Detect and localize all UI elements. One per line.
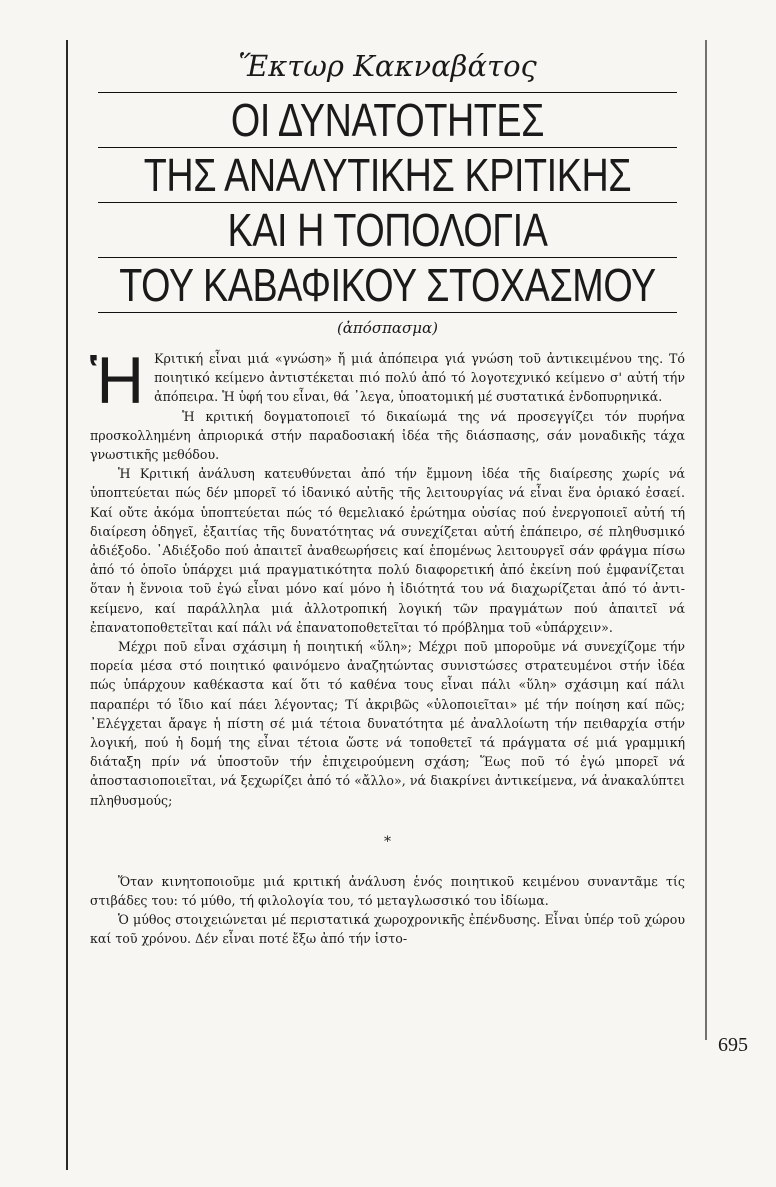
title-line-1: ΟΙ ΔΥΝΑΤΟΤΗΤΕΣ (230, 94, 545, 146)
title-line-4: ΤΟΥ ΚΑΒΑΦΙΚΟΥ ΣΤΟΧΑΣΜΟΥ (119, 259, 656, 311)
paragraph: Ἡ Κριτική ἀνάλυση κατευθύνεται ἀπό τήν ἔμμονη ἰδέα τῆς διαίρεσης χωρίς νά ὑποπτεύεται πώς δέν μπορεῖ τό ἰδανικό αὐτῆς τῆς λειτουργίας νά εἶναι ἕνα ὁριακό ἐσαεί. Καί οὔτε ἀκόμα ὑποπτεύεται πώς τό θεμελιακό ἐρώτημα οὐσίας πού ἐνεργοποιεῖ αὐτή τή διαίρεση ὁδηγεῖ, ἐξαιτίας τῆς δυνατότητας νά συνεχίζεται αὐτή ἐπάπειρο, σέ πληθυσμικό ἀδιέξοδο. ᾽Αδιέξοδο πού ἀπαιτεῖ ἀναθεωρήσεις καί ἑπομένως λειτουργεῖ σάν φράγμα πίσω ἀπό τό ὁποῖο ὑπάρχει μιά πραγματικότητα πολύ διαφορετική ἀπό ἐκείνη πού ἐμφανίζεται ὅταν ἡ ἔννοια τοῦ ἐγώ εἶναι μόνο καί μόνο ἡ ἰδιότητά του νά διαχωρίζεται ἀπό τό ἀντι-κείμενο, καί παράλληλα μιά ἀλλοτροπική λογική τῶν πραγμάτων πού ἀπαιτεῖ νά ἐπανατοποθετεῖται καί πάλι νά ἐπανατοποθετεῖται τό πρόβλημα τοῦ «ὑπάρχειν». (90, 466, 685, 635)
paragraph-text: Κριτική εἶναι μιά «γνώση» ἤ μιά ἀπόπειρα γιά γνώση τοῦ ἀντικειμένου της. Τό ποιητικό κείμενο ἀντιστέκεται πιό πολύ ἀπό τό λογοτεχνικό κείμενο σ' αὐτή τήν ἀπόπειρα. Ἡ ὑφή του εἶναι, θά ᾽λεγα, ὑποατομική μέ συστατικά ἐνδοπυρηνικά. (154, 351, 685, 405)
page-number: 695 (718, 1034, 748, 1056)
title-line-3: ΚΑΙ Η ΤΟΠΟΛΟΓΙΑ (227, 204, 548, 256)
paragraph: Ὅταν κινητοποιοῦμε μιά κριτική ἀνάλυση ἑνός ποιητικοῦ κειμένου συναντᾶμε τίς στιβάδες του: τό μύθο, τή φιλολογία του, τό μεταγλωσσικό του ἰδίωμα. (90, 873, 685, 909)
author-name: Ἕκτωρ Κακναβάτος (238, 49, 537, 83)
paragraph: Ὁ μύθος στοιχειώνεται μέ περιστατικά χωροχρονικῆς ἐπένδυσης. Εἶναι ὑπέρ τοῦ χώρου καί τοῦ χρόνου. Δέν εἶναι ποτέ ἔξω ἀπό τήν ἱστο- (90, 912, 685, 947)
title-line-2: ΤΗΣ ΑΝΑΛΥΤΙΚΗΣ ΚΡΙΤΙΚΗΣ (143, 149, 632, 201)
page-binding-edge (66, 40, 68, 1170)
paragraph: Μέχρι ποῦ εἶναι σχάσιμη ἡ ποιητική «ὕλη»; Μέχρι ποῦ μποροῦμε νά συνεχίζομε τήν πορεία μέσα στό ποιητικό φαινόμενο ἀναζητώντας συνιστώσες στρατευμένοι στήν ἰδέα πώς ὑπάρχουν καθέκαστα καί ὅτι τό καθένα τους εἶναι πάλι «ὕλη» σχάσιμη καί πάλι παραπέρι τό ἴδιο καί πάει λέγοντας; Τί ἀκριβῶς «ὑλοποιεῖται» μέ τήν ποίηση καί πῶς; ᾽Ελέγχεται ἄραγε ἡ πίστη σέ μιά τέτοια δυνατότητα μέ ἀναλλοίωτη τήν πειθαρχία στήν λογική, πού ἡ δομή της εἶναι τέτοια ὥστε νά τοποθετεῖ τά πράγματα σέ μιά γραμμική διάταξη πρίν νά ὑποστοῦν τήν ἐπιχειρούμενη σχάση; Ἕως ποῦ τό ἐγώ μπορεῖ νά ἀποστασιοποιεῖται, νά ξεχωρίζει ἀπό τό «ἄλλο», νά διακρίνει ἀντικείμενα, νά ἀνακαλύπτει πληθυσμούς; (90, 639, 685, 808)
article-body (90, 343, 685, 949)
page-right-edge (705, 40, 707, 1040)
paragraph (90, 343, 685, 417)
section-separator: * (384, 833, 391, 850)
article-page (90, 40, 685, 949)
paragraph: Ἡ κριτική δογματοποιεῖ τό δικαίωμά της νά προσεγγίζει τόν πυρήνα προσκολλημένη ἀπριορικά στήν παραδοσιακή ἰδέα τῆς διάσπασης, σάν μοναδικῆς τάχα γνωστικῆς μεθόδου. (90, 408, 685, 463)
title-rule (98, 312, 677, 313)
drop-cap: Ἡ (90, 343, 145, 417)
subtitle: (ἀπόσπασμα) (336, 319, 439, 337)
